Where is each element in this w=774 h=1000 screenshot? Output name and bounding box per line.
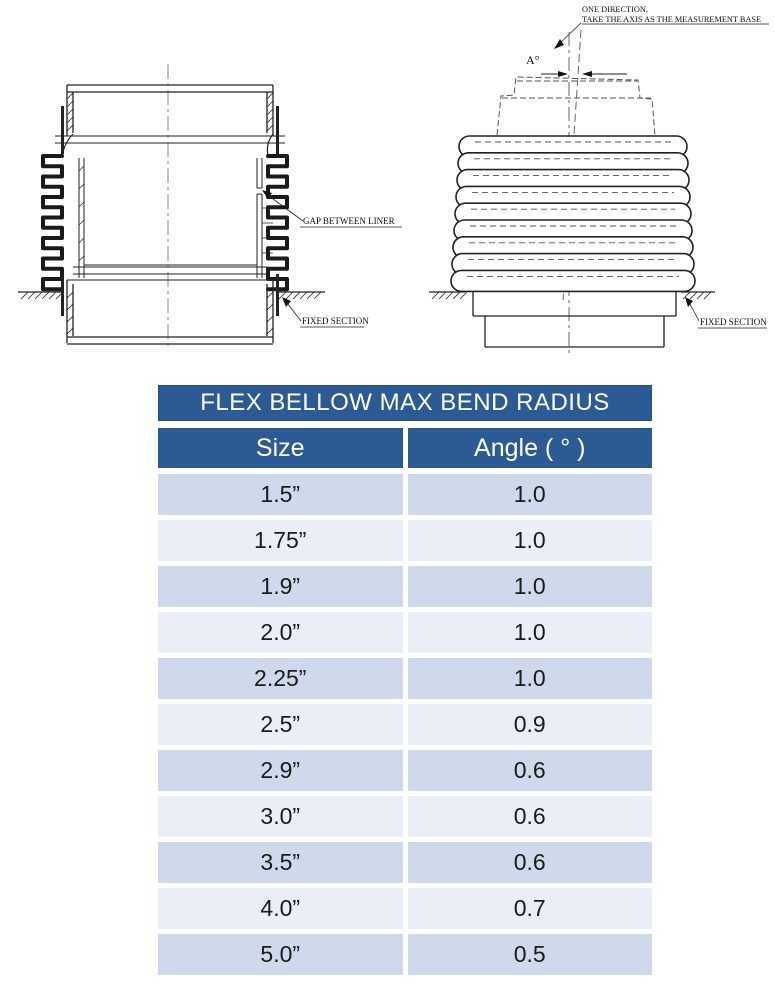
angle-cell: 0.7 — [408, 888, 653, 929]
bellow-ring — [451, 270, 695, 291]
direction-note-line1: ONE DIRECTION, — [582, 5, 648, 14]
table-row — [158, 842, 652, 883]
angle-cell: 0.6 — [408, 796, 653, 837]
gap-between-liner-label: GAP BETWEEN LINER — [303, 216, 395, 226]
size-cell: 2.5” — [158, 704, 403, 745]
size-cell: 3.5” — [158, 842, 403, 883]
table-row — [158, 796, 652, 837]
bottom-pipe — [67, 280, 273, 344]
ground-hatch-left — [18, 292, 64, 299]
size-cell: 1.5” — [158, 474, 403, 515]
straight-bellow-drawing — [10, 58, 405, 350]
table-row — [158, 934, 652, 975]
bellows-left — [43, 156, 62, 289]
column-header-size: Size — [158, 428, 403, 468]
size-cell: 1.75” — [158, 520, 403, 561]
ground-hatch-left — [429, 292, 467, 299]
angle-cell: 1.0 — [408, 566, 653, 607]
lower-collar — [63, 267, 278, 316]
angle-cell: 0.5 — [408, 934, 653, 975]
size-cell: 1.9” — [158, 566, 403, 607]
angle-dimension — [541, 71, 627, 77]
size-cell: 2.9” — [158, 750, 403, 791]
table-row — [158, 566, 652, 607]
fixed-section-label: FIXED SECTION — [700, 317, 767, 327]
size-cell: 3.0” — [158, 796, 403, 837]
angle-cell: 0.9 — [408, 704, 653, 745]
fixed-section-label: FIXED SECTION — [302, 316, 369, 326]
column-header-angle: Angle ( ° ) — [408, 428, 653, 468]
top-pipe — [55, 85, 285, 156]
size-cell: 4.0” — [158, 888, 403, 929]
size-cell: 2.0” — [158, 612, 403, 653]
direction-note-line2: TAKE THE AXIS AS THE MEASUREMENT BASE — [582, 15, 762, 24]
note-leader-arrow — [554, 23, 769, 49]
bellow-rings — [451, 136, 695, 291]
angle-cell: 0.6 — [408, 750, 653, 791]
angle-cell: 1.0 — [408, 474, 653, 515]
bend-radius-table — [158, 385, 652, 980]
table-row — [158, 704, 652, 745]
inner-liner — [79, 158, 273, 278]
table-row — [158, 612, 652, 653]
size-cell: 2.25” — [158, 658, 403, 699]
table-row — [158, 750, 652, 791]
angle-cell: 0.6 — [408, 842, 653, 883]
table-header-row — [158, 428, 652, 468]
angle-cell: 1.0 — [408, 612, 653, 653]
table-row — [158, 474, 652, 515]
table-row — [158, 888, 652, 929]
size-cell: 5.0” — [158, 934, 403, 975]
bottom-pipe — [473, 292, 676, 347]
table-row — [158, 520, 652, 561]
angle-cell: 1.0 — [408, 520, 653, 561]
bent-bellow-drawing — [395, 0, 774, 360]
angle-label: A° — [526, 53, 540, 67]
table-row — [158, 658, 652, 699]
angle-cell: 1.0 — [408, 658, 653, 699]
table-title: FLEX BELLOW MAX BEND RADIUS — [158, 385, 652, 421]
